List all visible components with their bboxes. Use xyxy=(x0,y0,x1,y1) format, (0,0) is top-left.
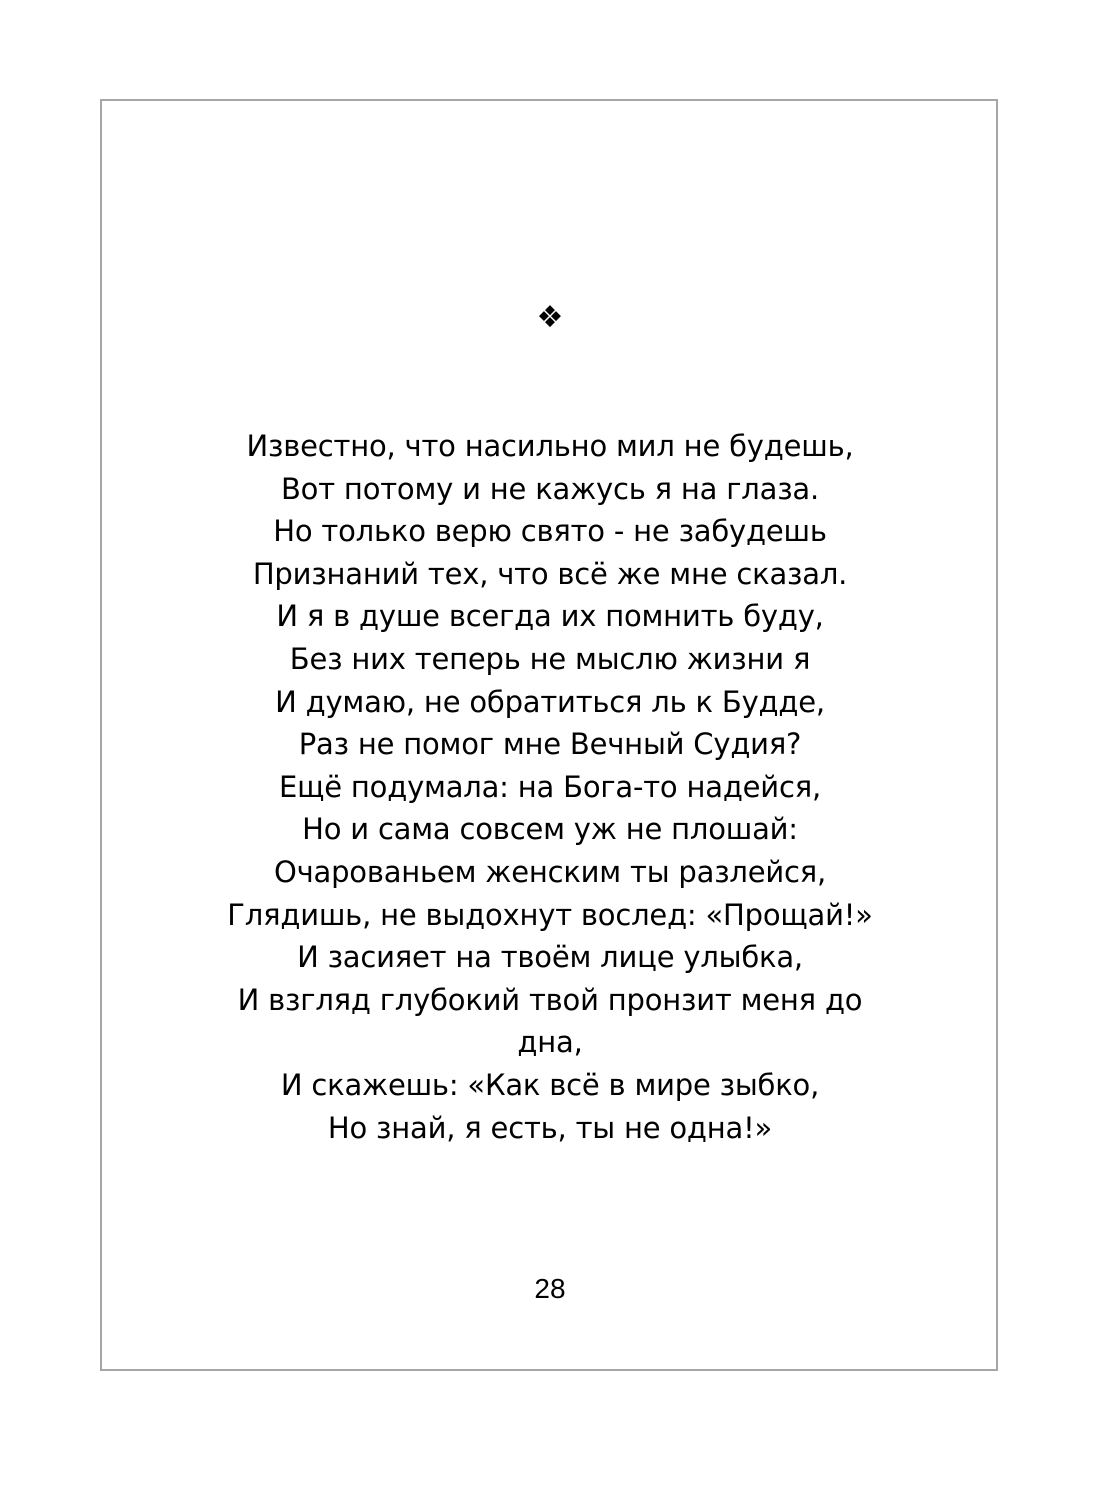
poem-line: И засияет на твоём лице улыбка, xyxy=(297,940,803,975)
ornament-icon: ❖ xyxy=(536,300,564,335)
poem-line: И думаю, не обратиться ль к Будде, xyxy=(275,684,825,719)
poem-line: Но только верю свято - не забудешь xyxy=(273,514,827,549)
poem-line: Ещё подумала: на Бога-то надейся, xyxy=(279,769,821,804)
poem-line: Но знай, я есть, ты не одна!» xyxy=(327,1110,773,1145)
poem-line: И я в душе всегда их помнить буду, xyxy=(276,599,824,634)
poem-line: Признаний тех, что всё же мне сказал. xyxy=(252,556,848,591)
poem-line: И взгляд глубокий твой пронзит меня до xyxy=(237,982,863,1017)
poem-line: И скажешь: «Как всё в мире зыбко, xyxy=(280,1067,820,1102)
poem-line: Очарованьем женским ты разлейся, xyxy=(273,854,827,889)
poem-line: Глядишь, не выдохнут вослед: «Прощай!» xyxy=(227,897,873,932)
poem-line: Раз не помог мне Вечный Судия? xyxy=(298,727,802,762)
poem-text xyxy=(150,425,950,1149)
poem-line: Известно, что насильно мил не будешь, xyxy=(246,429,854,463)
poem-line: дна, xyxy=(517,1025,583,1060)
page-number: 28 xyxy=(534,1273,566,1304)
poem-line: Без них теперь не мыслю жизни я xyxy=(289,641,811,676)
poem-line: Но и сама совсем уж не плошай: xyxy=(302,812,798,847)
poem-line: Вот потому и не кажусь я на глаза. xyxy=(280,471,820,506)
